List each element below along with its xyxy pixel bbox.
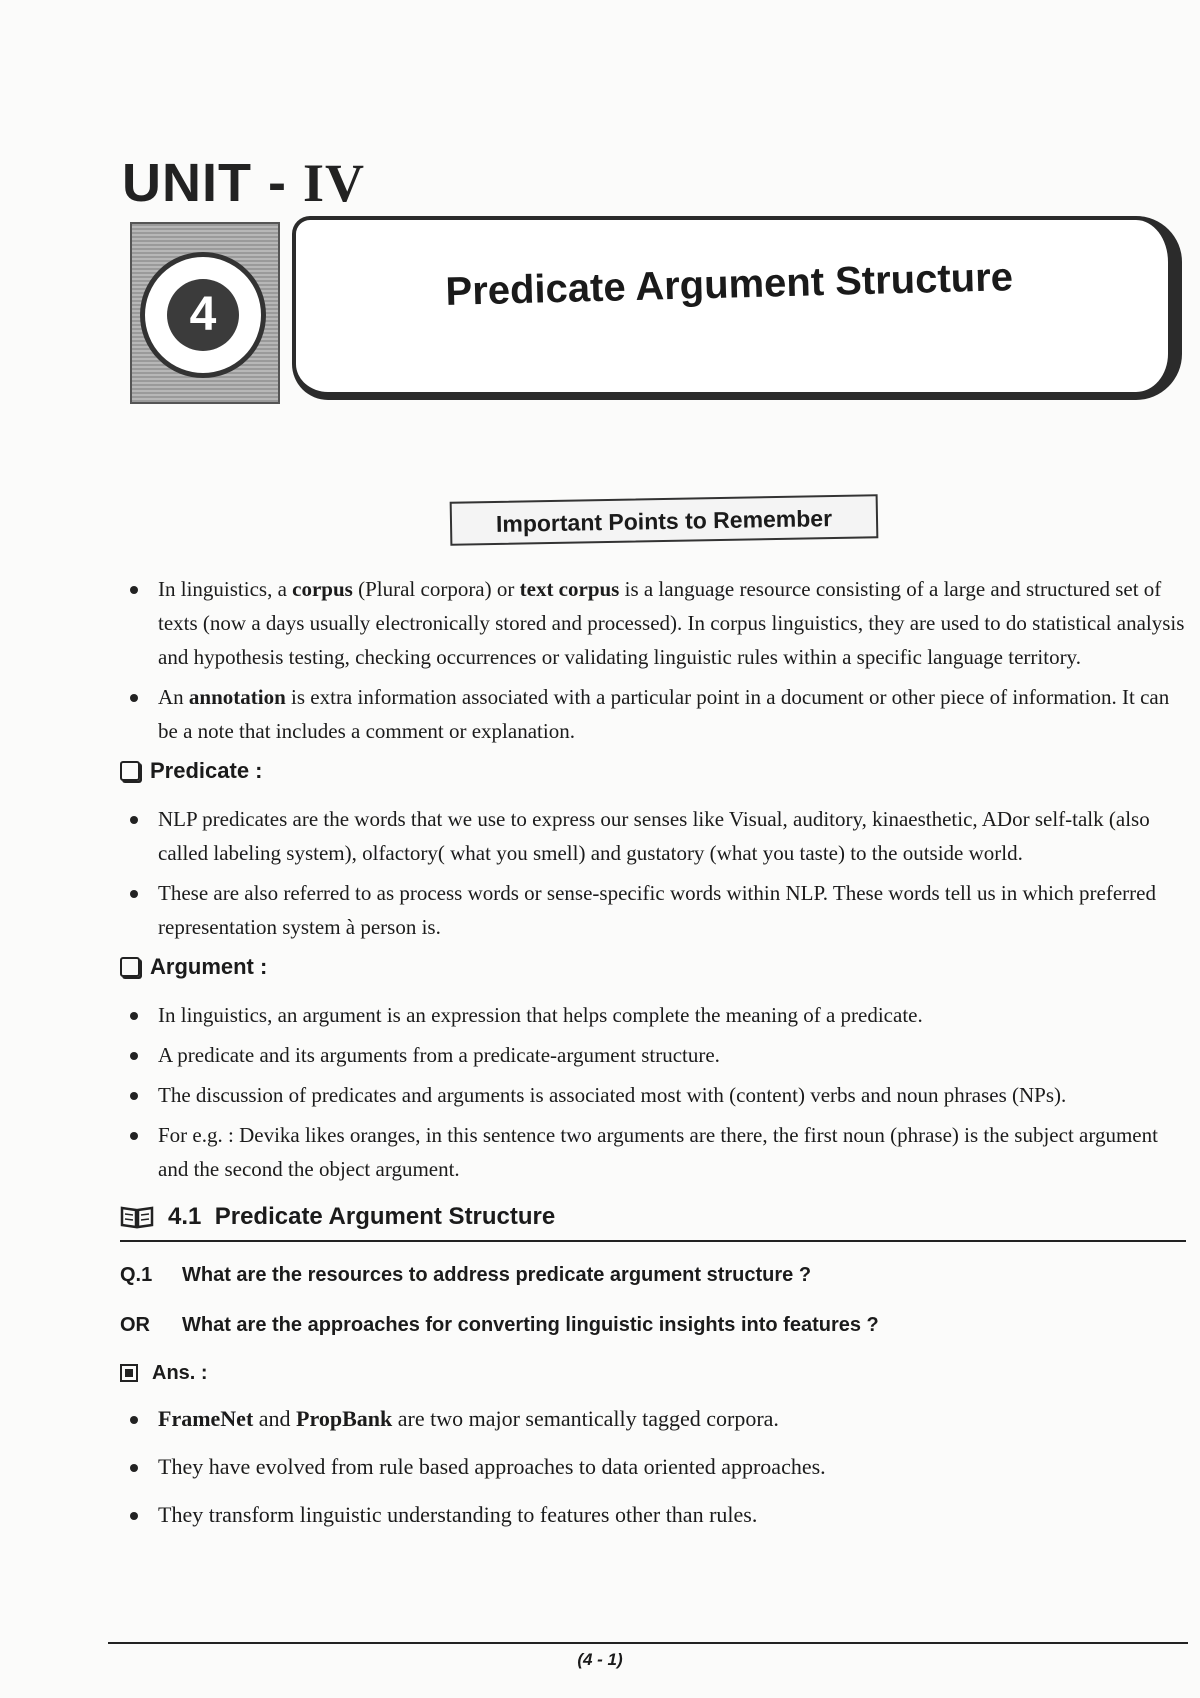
answer-label: Ans. :	[120, 1356, 1186, 1390]
alt-question-text: What are the approaches for converting linguistic insights into features ?	[182, 1314, 879, 1336]
answer-list	[120, 1402, 1186, 1532]
intro-bullet: In linguistics, a corpus (Plural corpora) or text corpus is a language resource consisting of a large and structured set of texts (now a days usually electronically stored and processed). In corpus linguistics, they are used to do statistical analysis and hypothesis testing, checking occurrences or validating linguistic rules within a specific language territory.	[120, 572, 1186, 674]
or-tag: OR	[120, 1314, 150, 1336]
alt-question	[120, 1308, 1186, 1342]
checkbox-icon	[120, 761, 140, 781]
question-tag: Q.1	[120, 1264, 153, 1286]
chapter-badge	[130, 222, 280, 404]
section-title: Predicate Argument Structure	[214, 1203, 556, 1230]
chapter-ring	[140, 252, 266, 378]
predicate-bullet: These are also referred to as process words or sense-specific words within NLP. These words tell us in which preferred representation system à person is.	[120, 876, 1186, 944]
section-heading	[120, 1200, 1186, 1242]
argument-bullet: The discussion of predicates and arguments is associated most with (content) verbs and noun phrases (NPs).	[120, 1078, 1186, 1112]
unit-label: UNIT -	[122, 153, 303, 213]
checkbox-icon	[120, 957, 140, 977]
question-text: What are the resources to address predicate argument structure ?	[182, 1264, 812, 1286]
section-number: 4.1	[168, 1203, 202, 1230]
answer-bullet: FrameNet and PropBank are two major semantically tagged corpora.	[120, 1402, 1186, 1436]
page-number: (4 - 1)	[577, 1650, 623, 1669]
predicate-heading: Predicate :	[120, 754, 1186, 788]
argument-bullet: A predicate and its arguments from a predicate-argument structure.	[120, 1038, 1186, 1072]
book-icon	[120, 1205, 154, 1229]
important-points-box: Important Points to Remember	[450, 494, 879, 545]
chapter-banner	[292, 216, 1182, 400]
argument-heading: Argument :	[120, 950, 1186, 984]
answer-bullet: They have evolved from rule based approaches to data oriented approaches.	[120, 1450, 1186, 1484]
chapter-title: Predicate Argument Structure	[445, 255, 1014, 314]
intro-bullet: An annotation is extra information associated with a particular point in a document or other piece of information. It can be a note that includes a comment or explanation.	[120, 680, 1186, 748]
content	[120, 572, 1186, 1546]
predicate-bullet: NLP predicates are the words that we use to express our senses like Visual, auditory, kinaesthetic, ADor self-talk (also called labeling system), olfactory( what you smell) and gustatory (what you taste) to the outside world.	[120, 802, 1186, 870]
argument-bullet: In linguistics, an argument is an expression that helps complete the meaning of a predicate.	[120, 998, 1186, 1032]
unit-title	[122, 152, 365, 214]
argument-bullet: For e.g. : Devika likes oranges, in this sentence two arguments are there, the first noun (phrase) is the subject argument and the second the object argument.	[120, 1118, 1186, 1186]
answer-bullet: They transform linguistic understanding to features other than rules.	[120, 1498, 1186, 1532]
unit-roman: IV	[302, 153, 365, 213]
footer-rule	[108, 1642, 1188, 1644]
question	[120, 1258, 1186, 1292]
chapter-number: 4	[167, 279, 239, 351]
answer-icon	[120, 1364, 138, 1382]
